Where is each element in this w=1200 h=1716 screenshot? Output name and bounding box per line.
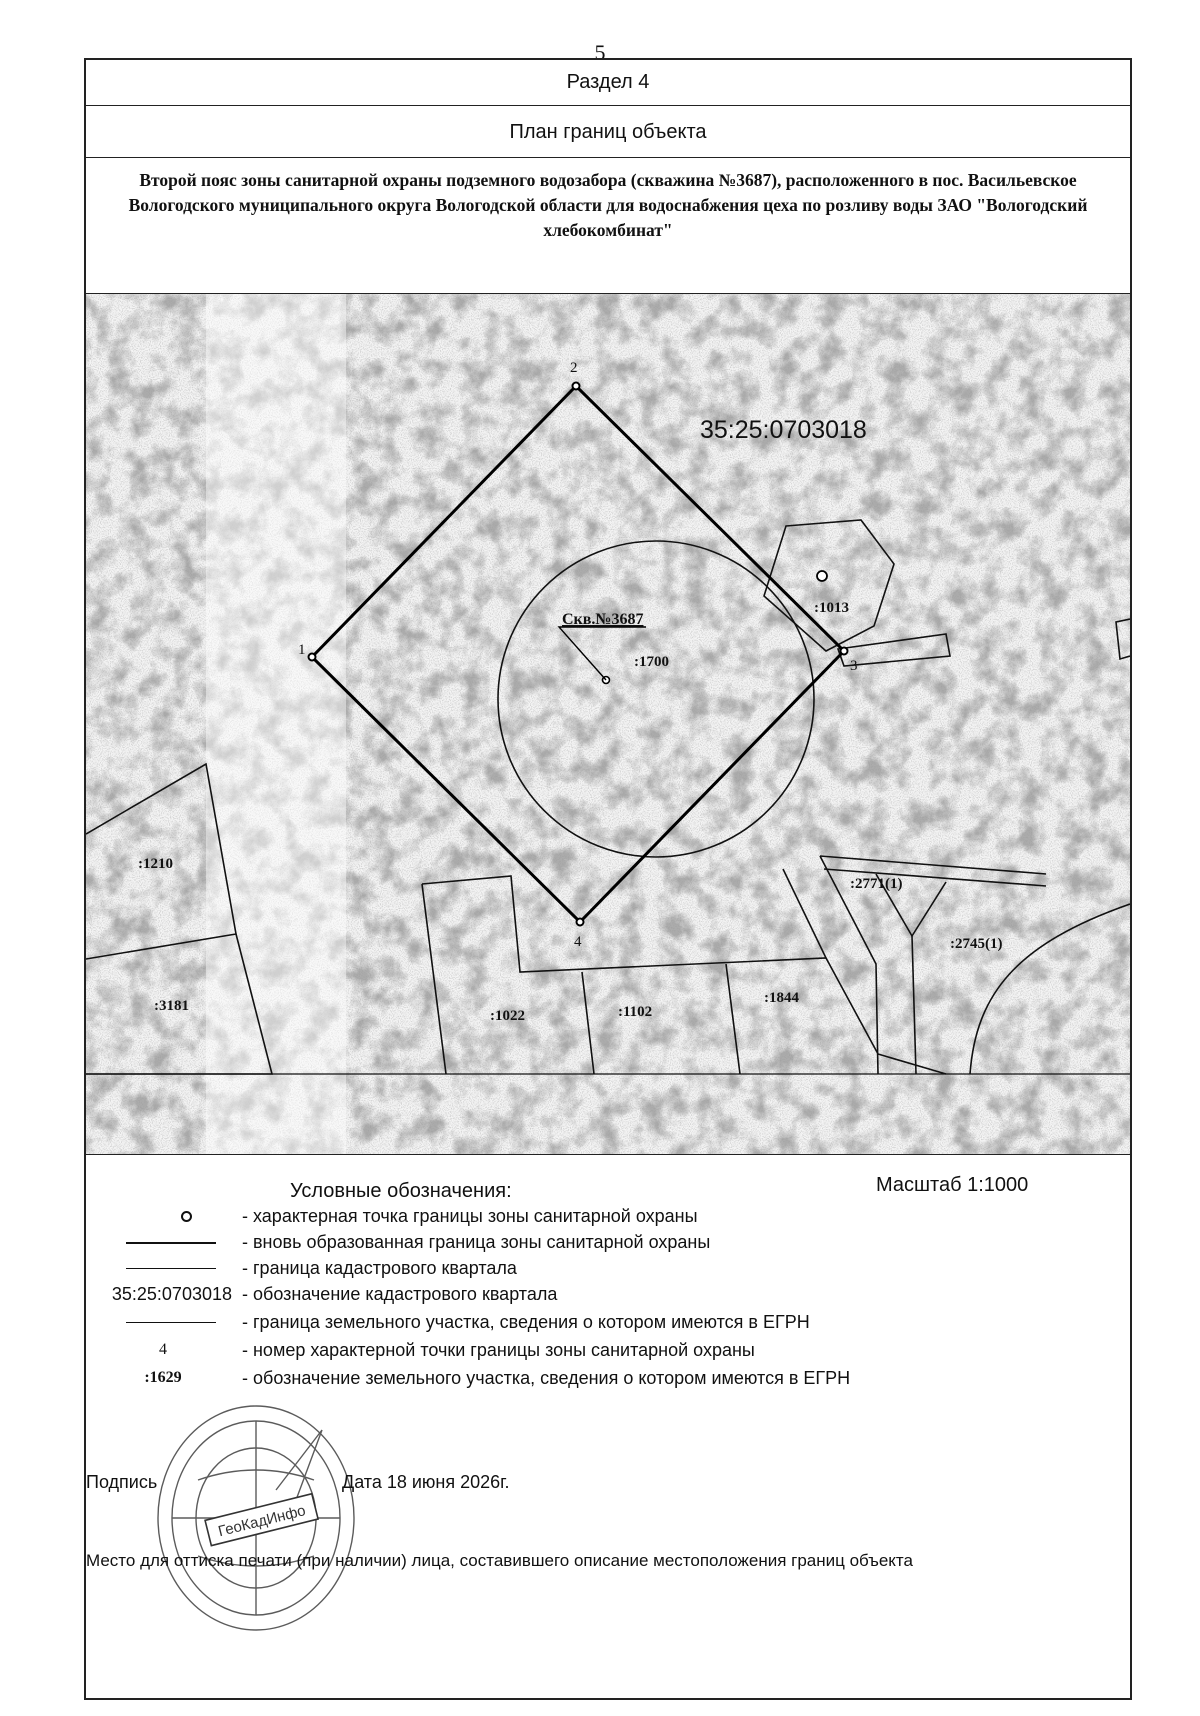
legend-item-point-number (86, 1336, 1130, 1364)
well-1013-marker (817, 571, 827, 581)
legend-item-text: - обозначение кадастрового квартала (242, 1284, 558, 1304)
legend-item-text: - характерная точка границы зоны санитарной охраны (242, 1206, 698, 1226)
section-title: Раздел 4 (86, 60, 1130, 106)
quarter-label: 35:25:0703018 (700, 416, 867, 444)
parcel-label-1102: :1102 (618, 1004, 653, 1020)
legend-item-text: - граница земельного участка, сведения о котором имеются в ЕГРН (242, 1312, 810, 1332)
parcel-label-2771: :2771(1) (850, 876, 903, 892)
road-highlight (206, 294, 346, 1154)
legend-item-point (86, 1202, 1130, 1230)
legend-item-parcel-boundary (86, 1308, 1130, 1336)
parcel-label-1022: :1022 (490, 1008, 525, 1024)
stamp-text: ГеоКадИнфо (216, 1502, 308, 1541)
legend-item-text: - вновь образованная граница зоны санитарной охраны (242, 1232, 711, 1252)
point-label-3: 3 (850, 658, 858, 674)
signature-date: Дата 18 июня 2026г. (342, 1472, 510, 1492)
well-label: Скв.№3687 (562, 611, 644, 628)
legend-item-text: - граница кадастрового квартала (242, 1258, 517, 1278)
stamp-text-box (205, 1494, 318, 1546)
parcel-label-1210: :1210 (138, 856, 173, 872)
point-2-marker (573, 383, 580, 390)
point-4-marker (577, 919, 584, 926)
point-label-2: 2 (570, 360, 578, 376)
stamp-place-note: Место для оттиска печати (при наличии) лица, составившего описание местоположения границ объекта (86, 1551, 913, 1570)
parcel-label-1700: :1700 (634, 654, 669, 670)
legend-title: Условные обозначения: (290, 1180, 512, 1202)
legend-quarter-symbol: 35:25:0703018 (111, 1284, 232, 1304)
point-label-1: 1 (298, 642, 306, 658)
parcel-label-2745: :2745(1) (950, 936, 1003, 952)
legend-item-new-boundary (86, 1228, 1130, 1256)
legend-point-number-symbol: 4 (159, 1341, 167, 1358)
legend-quarter-boundary-line (126, 1268, 216, 1269)
map-scale: Масштаб 1:1000 (876, 1174, 1029, 1196)
legend-point-symbol (181, 1211, 192, 1222)
parcel-label-3181: :3181 (154, 998, 189, 1014)
legend-item-quarter-boundary (86, 1254, 1130, 1282)
document-frame (84, 58, 1132, 1700)
legend-item-text: - обозначение земельного участка, сведения о котором имеются в ЕГРН (242, 1368, 851, 1388)
plan-title: План границ объекта (86, 106, 1130, 158)
parcel-label-1844: :1844 (764, 990, 799, 1006)
page-number: 5 (594, 40, 606, 65)
map-drawing (86, 294, 1130, 1154)
point-1-marker (309, 654, 316, 661)
legend-item-text: - номер характерной точки границы зоны санитарной охраны (242, 1340, 755, 1360)
legend-parcel-symbol: :1629 (144, 1369, 182, 1386)
cadastral-map (86, 294, 1130, 1155)
point-label-4: 4 (574, 934, 582, 950)
company-stamp (136, 1390, 386, 1650)
legend-parcel-boundary-line (126, 1322, 216, 1323)
parcel-label-1013: :1013 (814, 600, 849, 616)
legend-new-boundary-line (126, 1242, 216, 1244)
object-description: Второй пояс зоны санитарной охраны подземного водозабора (скважина №3687), расположенного в пос. Васильевское Вологодского муниципального округа Вологодской области для водоснабжения цеха по розливу воды ЗАО "Вологодский хлебокомбинат" (86, 158, 1130, 294)
legend-item-quarter-label (86, 1280, 1130, 1308)
signature-label: Подпись (86, 1472, 158, 1492)
legend-item-parcel-label (86, 1364, 1130, 1392)
point-3-marker (841, 648, 848, 655)
